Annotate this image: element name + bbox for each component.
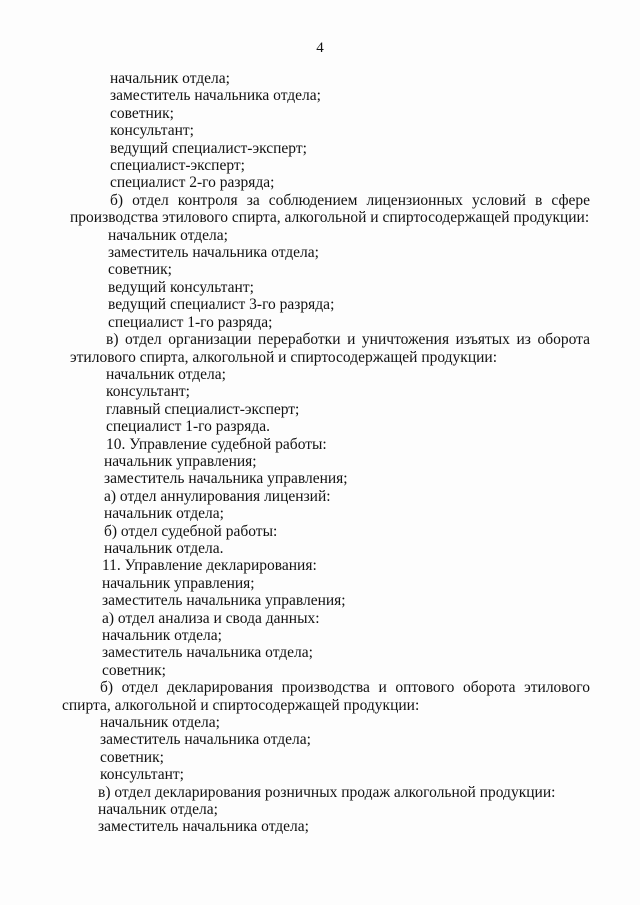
text-line: этилового спирта, алкогольной и спиртосодержащей продукции:: [70, 348, 498, 366]
text-line: специалист 1-го разряда.: [106, 418, 270, 436]
text-line: консультант;: [106, 383, 190, 401]
section-heading: 10. Управление судебной работы:: [106, 435, 327, 453]
text-line: заместитель начальника отдела;: [98, 818, 309, 836]
text-line: спирта, алкогольной и спиртосодержащей продукции:: [62, 696, 420, 714]
text-line: советник;: [100, 748, 164, 766]
text-line: начальник управления;: [102, 574, 255, 592]
text-line: заместитель начальника отдела;: [110, 87, 321, 105]
text-line: ведущий консультант;: [108, 278, 254, 296]
text-line: начальник отдела;: [98, 801, 218, 819]
text-line: заместитель начальника управления;: [104, 470, 348, 488]
text-line: в) отдел декларирования розничных продаж алкогольной продукции:: [98, 783, 556, 801]
text-line: советник;: [102, 661, 166, 679]
text-line: начальник отдела;: [110, 70, 230, 87]
text-line: главный специалист-эксперт;: [106, 400, 300, 418]
text-line: заместитель начальника отдела;: [108, 244, 319, 262]
text-line: в) отдел организации переработки и уничтожения изъятых из оборота: [106, 331, 590, 349]
text-line: б) отдел судебной работы:: [104, 522, 278, 540]
text-line: заместитель начальника отдела;: [102, 644, 313, 662]
text-line: начальник отдела;: [102, 627, 222, 644]
text-line: ведущий специалист 3-го разряда;: [108, 296, 335, 314]
text-line: консультант;: [110, 122, 194, 140]
page-number: 4: [316, 40, 324, 56]
text-line: начальник отдела;: [108, 226, 228, 244]
text-line: начальник управления;: [104, 452, 257, 470]
text-line: б) отдел декларирования производства и оптового оборота этилового: [100, 679, 590, 697]
text-line: ведущий специалист-эксперт;: [110, 139, 307, 157]
text-line: специалист 1-го разряда;: [108, 313, 273, 331]
text-line: начальник отдела;: [106, 365, 226, 383]
text-line: а) отдел аннулирования лицензий:: [104, 487, 331, 505]
text-line: специалист 2-го разряда;: [110, 174, 275, 192]
text-line: начальник отдела.: [104, 539, 224, 557]
text-line: а) отдел анализа и свода данных:: [102, 609, 320, 627]
text-line: начальник отдела;: [104, 505, 224, 523]
text-line: начальник отдела;: [100, 714, 220, 732]
text-line: специалист-эксперт;: [110, 157, 245, 175]
text-line: советник;: [108, 261, 172, 279]
text-line: заместитель начальника управления;: [102, 592, 346, 610]
text-line: производства этилового спирта, алкогольной и спиртосодержащей продукции:: [70, 209, 590, 227]
text-line: заместитель начальника отдела;: [100, 731, 311, 749]
text-line: советник;: [110, 104, 174, 122]
document-body: [62, 70, 590, 836]
text-line: б) отдел контроля за соблюдением лицензионных условий в сфере: [110, 191, 590, 209]
section-heading: 11. Управление декларирования:: [102, 557, 317, 575]
text-line: консультант;: [100, 766, 184, 784]
